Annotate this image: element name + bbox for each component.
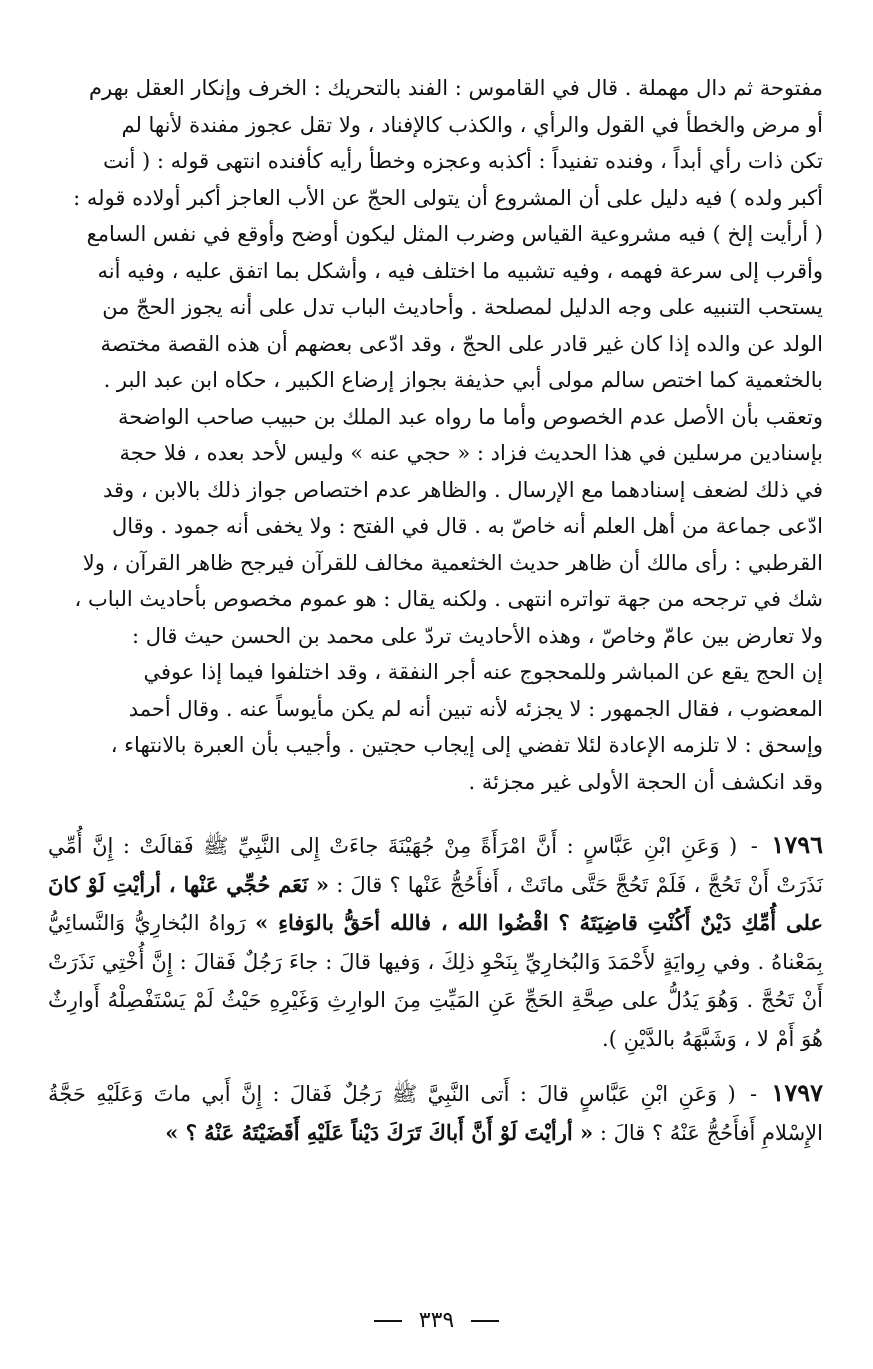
hadith-quote: « نَعَم حُجِّي عَنْها ، أرأيْتِ لَوْ كانَ على أُمِّكِ دَيْنٌ أَكُنْتِ قاضِيَتَهُ ؟ اقْضُوا الله ، فالله أحَقُّ بالوَفاءِ »: [48, 871, 823, 935]
commentary-line: بالخثعمية كما اختص سالم مولى أبي حذيفة بجواز إرضاع الكبير ، حكاه ابن عبد البر .: [103, 368, 823, 392]
commentary-line: ولا تعارض بين عامّ وخاصّ ، وهذه الأحاديث تردّ على محمد بن الحسن حيث قال :: [132, 623, 823, 648]
commentary-line: ( أرأيت إلخ ) فيه مشروعية القياس وضرب المثل ليكون أوضح وأوقع في نفس السامع: [86, 222, 823, 246]
commentary-line: القرطبي : رأى مالك أن ظاهر حديث الخثعمية مخالف للقرآن فيرجح ظاهر القرآن ، ولا: [82, 550, 823, 575]
hadith-text-opening: ( وَعَنِ ابْنِ عَبَّاسٍ : أَنَّ امْرَأَةً مِنْ جُهَيْنَةَ جاءَتْ إِلى النَّبِيِّ ﷺ فَقالَتْ : إِنَّ أُمِّي نَذَرَتْ أَنْ تَحُجَّ ، فَلَمْ تَحُجَّ حَتَّى ماتَتْ ، أَفأَحُجُّ عَنْها ؟ قالَ :: [48, 834, 824, 897]
footer-dash-right: [374, 1320, 402, 1322]
commentary-line: ادّعى جماعة من أهل العلم أنه خاصّ به . قال في الفتح : ولا يخفى أنه جمود . وقال: [112, 514, 823, 538]
hadith-text-closing: رَواهُ البُخارِيُّ وَالنَّسائِيُّ بِمَعْناهُ . وفي رِوايَةٍ لأَحْمَدَ وَالبُخارِيِّ بِنَحْوِ ذلِكَ ، وَفيها قالَ : جاءَ رَجُلٌ فَقالَ : إِنَّ أُخْتِي نَذَرَتْ أَنْ تَحُجَّ . وَهُوَ يَدُلُّ على صِحَّةِ الحَجِّ عَنِ المَيِّتِ مِنَ الوارِثِ وَغَيْرِهِ حَيْثُ لَمْ يَسْتَفْصِلْهُ أَوارِثٌ هُوَ أَمْ لا ، وَشَبَّهَهُ بالدَّيْنِ ).: [48, 911, 823, 1051]
commentary-line: المعضوب ، فقال الجمهور : لا يجزئه لأنه تبين أنه لم يكن مأيوساً عنه . وقال أحمد: [128, 696, 823, 721]
page-number: ٣٣٩: [418, 1308, 455, 1333]
hadith-dash: -: [750, 834, 758, 858]
commentary-line: شك في ترجحه من جهة تواتره انتهى . ولكنه يقال : هو عموم مخصوص بأحاديث الباب ،: [74, 587, 823, 611]
commentary-line: وتعقب بأن الأصل عدم الخصوص وأما ما رواه عبد الملك بن حبيب صاحب الواضحة: [118, 404, 823, 429]
commentary-line: أو مرض والخطأ في القول والرأي ، والكذب كالإفناد ، ولا تقل عجوز مفندة لأنها لم: [121, 112, 823, 137]
commentary-line: مفتوحة ثم دال مهملة . قال في القاموس : الفند بالتحريك : الخرف وإنكار العقل بهرم: [88, 76, 823, 100]
commentary-line: إن الحج يقع عن المباشر وللمحجوج عنه أجر النفقة ، وقد اختلفوا فيما إذا عوفي: [143, 660, 823, 684]
hadith-number: ١٧٩٦: [771, 830, 823, 859]
commentary-line: وإسحق : لا تلزمه الإعادة لئلا تفضي إلى إيجاب حجتين . وأجيب بأن العبرة بالانتهاء ،: [110, 733, 823, 757]
footer-dash-left: [471, 1320, 499, 1322]
commentary-line: وأقرب إلى سرعة فهمه ، وفيه تشبيه ما اختلف فيه ، وأشكل بما اتفق عليه ، وفيه أنه: [97, 258, 823, 283]
hadith-1796: [48, 826, 823, 1058]
commentary-line: أكبر ولده ) فيه دليل على أن المشروع أن يتولى الحجّ عن الأب العاجز أكبر أولاده قوله :: [73, 185, 823, 210]
commentary-line: الولد عن والده إذا كان غير قادر على الحجّ ، وقد ادّعى بعضهم أن هذه القصة مختصة: [100, 331, 823, 356]
page-footer: [0, 1308, 873, 1333]
commentary-line: في ذلك لضعف إسنادهما مع الإرسال . والظاهر عدم اختصاص جواز ذلك بالابن ، وقد: [102, 477, 823, 502]
hadith-text-opening: ( وَعَنِ ابْنِ عَبَّاسٍ قالَ : أَتى النَّبِيَّ ﷺ رَجُلٌ فَقالَ : إِنَّ أَبي ماتَ وَعَلَيْهِ حَجَّةُ الإِسْلامِ أَفأَحُجُّ عَنْهُ ؟ قالَ :: [48, 1082, 823, 1145]
hadith-quote: « أرأيْتَ لَوْ أَنَّ أَباكَ تَرَكَ دَيْناً عَلَيْهِ أَقَضَيْتَهُ عَنْهُ ؟ »: [165, 1119, 594, 1145]
commentary-line: تكن ذات رأي أبداً ، وفنده تفنيداً : أكذبه وعجزه وخطأ رأيه كأفنده انتهى قوله : ( أنت: [103, 149, 823, 173]
commentary-line: يستحب التنبيه على وجه الدليل لمصلحة . وأحاديث الباب تدل على أنه يجوز الحجّ من: [102, 295, 823, 319]
commentary-line: بإسنادين مرسلين في هذا الحديث فزاد : « حجي عنه » وليس لأحد بعده ، فلا حجة: [119, 441, 823, 465]
hadith-number: ١٧٩٧: [771, 1078, 823, 1107]
commentary-line: وقد انكشف أن الحجة الأولى غير مجزئة .: [468, 769, 823, 794]
commentary-block: [48, 70, 823, 800]
hadith-1797: [48, 1074, 823, 1152]
hadith-dash: -: [749, 1082, 758, 1106]
